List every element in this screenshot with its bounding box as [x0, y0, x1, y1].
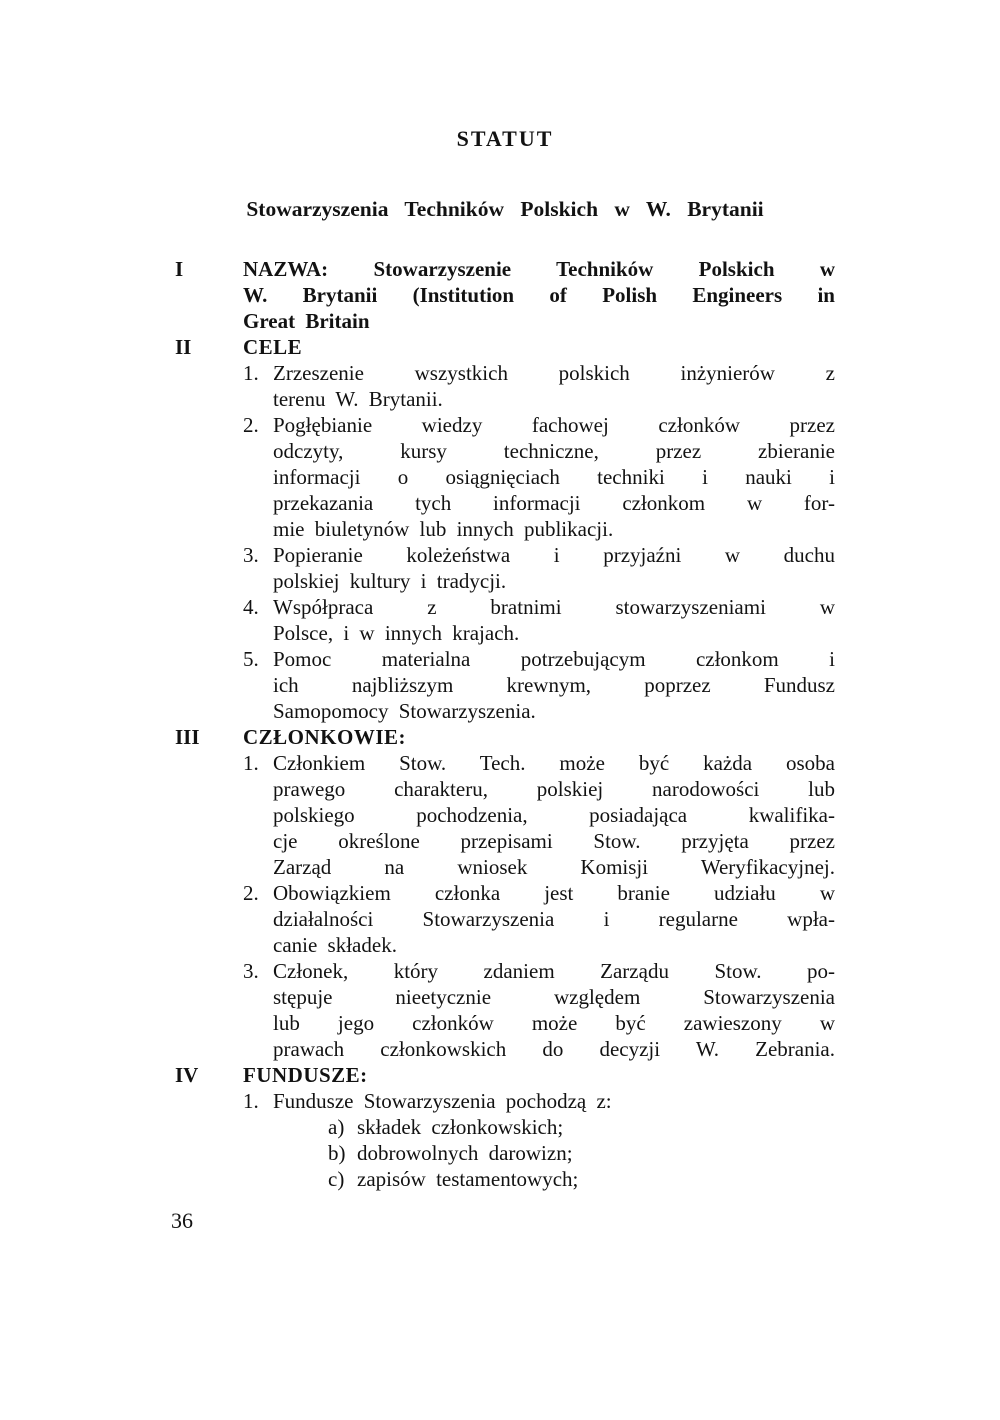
item-marker: 1. — [243, 1089, 259, 1113]
item-line: Pogłębianie wiedzy fachowej członków przez — [273, 413, 835, 437]
item-lines — [273, 594, 835, 646]
document-body — [175, 126, 835, 1192]
sub-item-text: zapisów testamentowych; — [357, 1167, 579, 1191]
item-lines — [273, 412, 835, 542]
item-marker: 3. — [243, 959, 259, 983]
item-line: Pomoc materialna potrzebującym członkom i — [273, 647, 835, 671]
sub-item-marker: c) — [328, 1167, 345, 1191]
item-marker: 5. — [243, 647, 259, 671]
item-line: Współpraca z bratnimi stowarzyszeniami w — [273, 595, 835, 619]
list-item — [243, 542, 835, 594]
section-content — [243, 334, 835, 724]
list-item — [243, 412, 835, 542]
list-item — [243, 1088, 835, 1192]
sub-item-text: składek członkowskich; — [357, 1115, 564, 1139]
item-line: odczyty, kursy techniczne, przez zbieranie — [273, 439, 835, 463]
list-item — [243, 360, 835, 412]
item-line: stępuje nieetycznie względem Stowarzyszenia — [273, 985, 835, 1009]
sections-container — [175, 256, 835, 1192]
item-lines — [273, 542, 835, 594]
item-marker: 1. — [243, 361, 259, 385]
list-item — [243, 594, 835, 646]
item-line: Zarząd na wniosek Komisji Weryfikacyjnej. — [273, 855, 835, 879]
page-title: STATUT — [456, 126, 554, 151]
page-subtitle: Stowarzyszenia Techników Polskich w W. Brytanii — [246, 197, 764, 221]
item-line: Samopomocy Stowarzyszenia. — [273, 699, 536, 723]
item-line: Popieranie koleżeństwa i przyjaźni w duchu — [273, 543, 835, 567]
section-numeral: IV — [175, 1063, 199, 1087]
item-line: prawego charakteru, polskiej narodowości lub — [273, 777, 835, 801]
item-marker: 4. — [243, 595, 259, 619]
list-item — [243, 880, 835, 958]
item-line: ich najbliższym krewnym, poprzez Fundusz — [273, 673, 835, 697]
section-content — [243, 724, 835, 1062]
item-line: Polsce, i w innych krajach. — [273, 621, 520, 645]
sub-item — [328, 1114, 835, 1140]
list-item — [243, 750, 835, 880]
list-item — [243, 646, 835, 724]
section — [175, 1062, 835, 1192]
item-lines — [273, 958, 835, 1062]
section-heading: CZŁONKOWIE: — [243, 725, 407, 749]
section-lead-line: NAZWA: Stowarzyszenie Techników Polskich w — [243, 257, 835, 281]
item-lines — [273, 360, 835, 412]
item-line: lub jego członków może być zawieszony w — [273, 1011, 835, 1035]
item-lines — [273, 646, 835, 724]
item-line: przekazania tych informacji członkom w for- — [273, 491, 835, 515]
page-number: 36 — [171, 1208, 193, 1233]
sub-item — [328, 1166, 835, 1192]
section — [175, 724, 835, 1062]
item-line: działalności Stowarzyszenia i regularne wpła- — [273, 907, 835, 931]
sub-item-text: dobrowolnych darowizn; — [357, 1141, 573, 1165]
section-lead-line: Great Britain — [243, 309, 370, 333]
sub-item-marker: a) — [328, 1115, 345, 1139]
item-line: Fundusze Stowarzyszenia pochodzą z: — [273, 1089, 612, 1113]
section — [175, 256, 835, 334]
item-line: prawach członkowskich do decyzji W. Zebrania. — [273, 1037, 835, 1061]
item-marker: 1. — [243, 751, 259, 775]
item-line: mie biuletynów lub innych publikacji. — [273, 517, 614, 541]
item-lines — [273, 750, 835, 880]
section — [175, 334, 835, 724]
item-line: Obowiązkiem członka jest branie udziału w — [273, 881, 835, 905]
section-lead-line: W. Brytanii (Institution of Polish Engineers in — [243, 283, 835, 307]
sub-item — [328, 1140, 835, 1166]
item-marker: 2. — [243, 881, 259, 905]
item-line: polskiego pochodzenia, posiadająca kwalifika- — [273, 803, 835, 827]
item-line: polskiej kultury i tradycji. — [273, 569, 507, 593]
item-line: terenu W. Brytanii. — [273, 387, 443, 411]
section-numeral: I — [175, 257, 184, 281]
item-line: canie składek. — [273, 933, 397, 957]
sub-item-marker: b) — [328, 1141, 346, 1165]
item-line: cje określone przepisami Stow. przyjęta przez — [273, 829, 835, 853]
item-line: informacji o osiągnięciach techniki i nauki i — [273, 465, 835, 489]
section-heading: CELE — [243, 335, 303, 359]
section-content — [243, 1062, 835, 1192]
item-line: Członek, który zdaniem Zarządu Stow. po- — [273, 959, 835, 983]
section-content — [243, 256, 835, 334]
item-marker: 3. — [243, 543, 259, 567]
section-numeral: II — [175, 335, 192, 359]
item-marker: 2. — [243, 413, 259, 437]
item-line: Członkiem Stow. Tech. może być każda osoba — [273, 751, 835, 775]
item-lines — [273, 1088, 835, 1192]
item-lines — [273, 880, 835, 958]
section-numeral: III — [175, 725, 200, 749]
item-line: Zrzeszenie wszystkich polskich inżynierów z — [273, 361, 835, 385]
section-heading: FUNDUSZE: — [243, 1063, 368, 1087]
list-item — [243, 958, 835, 1062]
